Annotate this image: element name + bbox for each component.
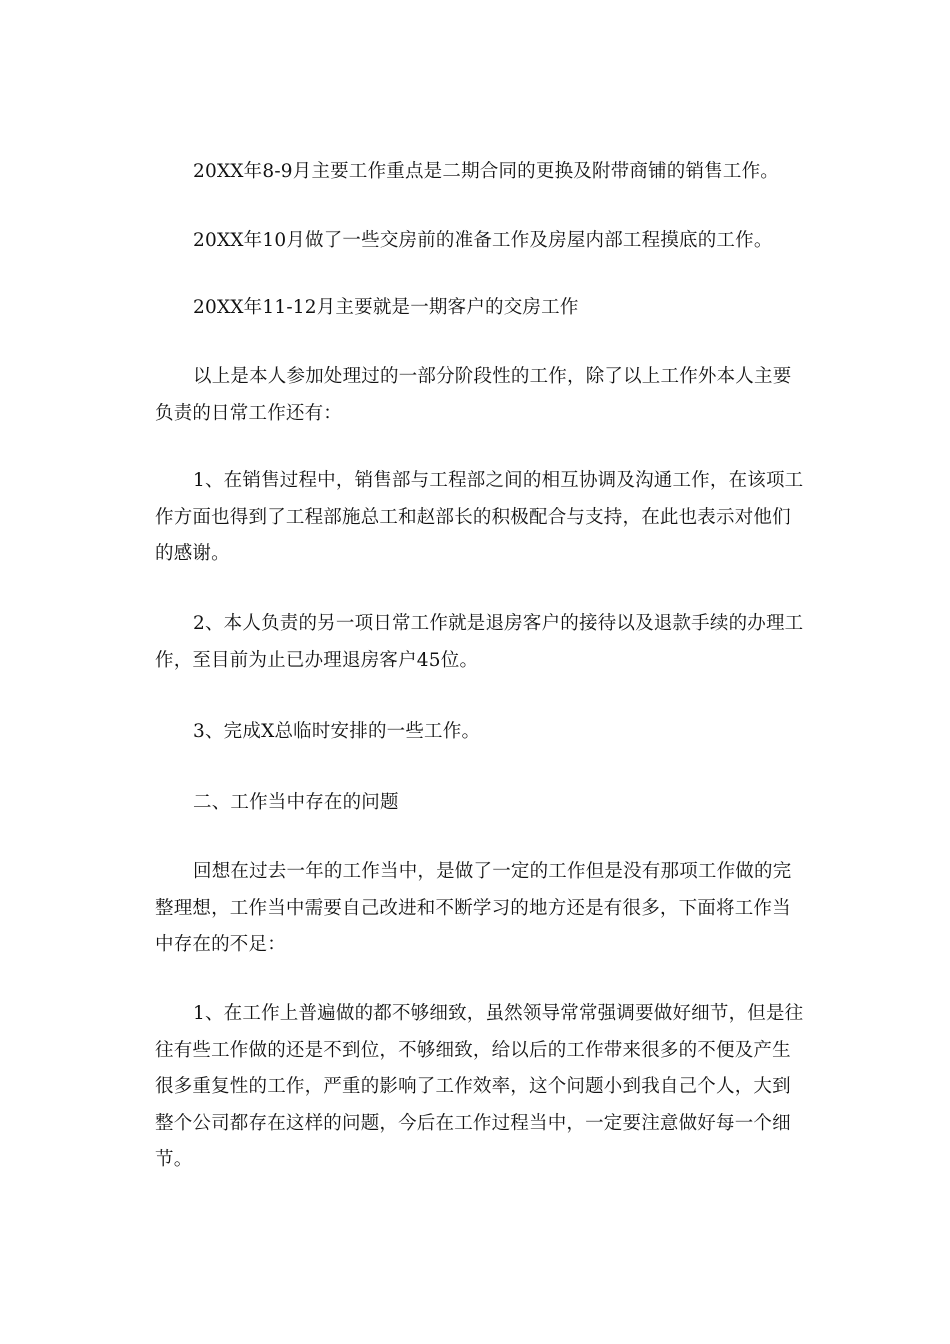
paragraph-oct-work: 20XX年10月做了一些交房前的准备工作及房屋内部工程摸底的工作。: [193, 230, 773, 251]
paragraph-reflection: 回想在过去一年的工作当中，是做了一定的工作但是没有那项工作做的完整理想，工作当中需要自己改进和不断学习的地方还是有很多，下面将工作当中存在的不足：: [155, 861, 792, 955]
paragraph-aug-sep-work: 20XX年8-9月主要工作重点是二期合同的更换及附带商铺的销售工作。: [193, 161, 779, 182]
paragraph-item-1-coordination: 1、在销售过程中，销售部与工程部之间的相互协调及沟通工作，在该项工作方面也得到了工程部施总工和赵部长的积极配合与支持，在此也表示对他们的感谢。: [155, 470, 804, 564]
section-heading-problems: 二、工作当中存在的问题: [193, 792, 399, 813]
paragraph-problem-1-details: 1、在工作上普遍做的都不够细致，虽然领导常常强调要做好细节，但是往往有些工作做的还是不到位，不够细致，给以后的工作带来很多的不便及产生很多重复性的工作，严重的影响了工作效率，这个问题小到我自己个人，大到整个公司都存在这样的问题，今后在工作过程当中，一定要注意做好每一个细节。: [155, 1003, 804, 1170]
paragraph-daily-work-intro: 以上是本人参加处理过的一部分阶段性的工作，除了以上工作外本人主要负责的日常工作还有：: [155, 366, 792, 424]
paragraph-nov-dec-work: 20XX年11-12月主要就是一期客户的交房工作: [193, 297, 579, 318]
paragraph-item-2-refunds: 2、本人负责的另一项日常工作就是退房客户的接待以及退款手续的办理工作，至目前为止已办理退房客户45位。: [155, 613, 804, 671]
paragraph-item-3-tasks: 3、完成X总临时安排的一些工作。: [193, 721, 481, 742]
